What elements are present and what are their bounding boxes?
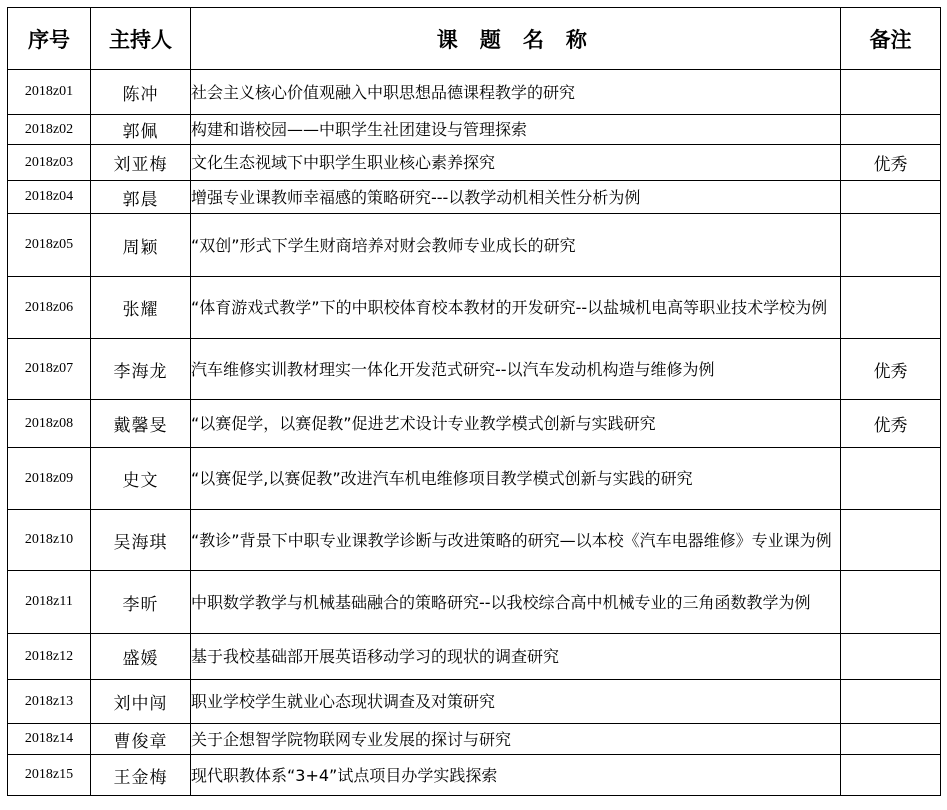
- row-host: 李海龙: [91, 339, 191, 400]
- row-host: 李昕: [91, 571, 191, 634]
- row-code: 2018z11: [8, 571, 91, 634]
- row-note: [841, 115, 941, 145]
- row-code: 2018z08: [8, 400, 91, 448]
- row-note: [841, 277, 941, 339]
- row-code: 2018z14: [8, 724, 91, 755]
- row-code: 2018z10: [8, 510, 91, 571]
- row-note: [841, 634, 941, 680]
- row-note: [841, 181, 941, 214]
- row-code: 2018z02: [8, 115, 91, 145]
- row-host: 戴馨旻: [91, 400, 191, 448]
- row-topic: 文化生态视域下中职学生职业核心素养探究: [191, 145, 841, 181]
- row-topic: 现代职教体系“3+4”试点项目办学实践探索: [191, 755, 841, 796]
- row-topic: “双创”形式下学生财商培养对财会教师专业成长的研究: [191, 214, 841, 277]
- row-host: 盛媛: [91, 634, 191, 680]
- row-host: 周颖: [91, 214, 191, 277]
- row-note: [841, 510, 941, 571]
- row-code: 2018z05: [8, 214, 91, 277]
- header-note: 备注: [841, 8, 941, 70]
- row-code: 2018z06: [8, 277, 91, 339]
- row-code: 2018z09: [8, 448, 91, 510]
- row-code: 2018z15: [8, 755, 91, 796]
- table-row: [8, 145, 941, 181]
- row-code: 2018z13: [8, 680, 91, 724]
- table-row: [8, 339, 941, 400]
- row-note: [841, 724, 941, 755]
- row-topic: 职业学校学生就业心态现状调查及对策研究: [191, 680, 841, 724]
- row-code: 2018z12: [8, 634, 91, 680]
- row-note: [841, 70, 941, 115]
- table-row: [8, 680, 941, 724]
- row-host: 郭佩: [91, 115, 191, 145]
- table-row: [8, 214, 941, 277]
- row-note: 优秀: [841, 145, 941, 181]
- row-host: 吴海琪: [91, 510, 191, 571]
- row-note: [841, 571, 941, 634]
- row-code: 2018z07: [8, 339, 91, 400]
- table-row: [8, 115, 941, 145]
- row-topic: 基于我校基础部开展英语移动学习的现状的调查研究: [191, 634, 841, 680]
- row-note: [841, 755, 941, 796]
- row-topic: 汽车维修实训教材理实一体化开发范式研究--以汽车发动机构造与维修为例: [191, 339, 841, 400]
- table-row: [8, 181, 941, 214]
- table-row: [8, 400, 941, 448]
- row-topic: “教诊”背景下中职专业课教学诊断与改进策略的研究—以本校《汽车电器维修》专业课为例: [191, 510, 841, 571]
- table-row: [8, 755, 941, 796]
- row-host: 张耀: [91, 277, 191, 339]
- row-host: 刘亚梅: [91, 145, 191, 181]
- row-topic: “以赛促学,以赛促教”改进汽车机电维修项目教学模式创新与实践的研究: [191, 448, 841, 510]
- row-host: 郭晨: [91, 181, 191, 214]
- row-note: 优秀: [841, 400, 941, 448]
- row-host: 王金梅: [91, 755, 191, 796]
- header-topic: 课 题 名 称: [191, 8, 841, 70]
- row-host: 陈冲: [91, 70, 191, 115]
- table-row: [8, 634, 941, 680]
- header-row: [8, 8, 941, 70]
- table-row: [8, 448, 941, 510]
- row-topic: 关于企想智学院物联网专业发展的探讨与研究: [191, 724, 841, 755]
- row-code: 2018z04: [8, 181, 91, 214]
- table-row: [8, 571, 941, 634]
- row-topic: “以赛促学，以赛促教”促进艺术设计专业教学模式创新与实践研究: [191, 400, 841, 448]
- row-topic: 构建和谐校园——中职学生社团建设与管理探索: [191, 115, 841, 145]
- row-note: 优秀: [841, 339, 941, 400]
- table-row: [8, 510, 941, 571]
- table-row: [8, 70, 941, 115]
- row-topic: 中职数学教学与机械基础融合的策略研究--以我校综合高中机械专业的三角函数教学为例: [191, 571, 841, 634]
- row-topic: 社会主义核心价值观融入中职思想品德课程教学的研究: [191, 70, 841, 115]
- row-note: [841, 680, 941, 724]
- table-row: [8, 724, 941, 755]
- row-host: 曹俊章: [91, 724, 191, 755]
- row-topic: “体育游戏式教学”下的中职校体育校本教材的开发研究--以盐城机电高等职业技术学校为例: [191, 277, 841, 339]
- row-note: [841, 448, 941, 510]
- header-no: 序号: [8, 8, 91, 70]
- row-note: [841, 214, 941, 277]
- header-host: 主持人: [91, 8, 191, 70]
- row-code: 2018z01: [8, 70, 91, 115]
- row-code: 2018z03: [8, 145, 91, 181]
- project-table: [7, 7, 941, 796]
- row-host: 刘中闯: [91, 680, 191, 724]
- row-host: 史文: [91, 448, 191, 510]
- table-row: [8, 277, 941, 339]
- row-topic: 增强专业课教师幸福感的策略研究---以教学动机相关性分析为例: [191, 181, 841, 214]
